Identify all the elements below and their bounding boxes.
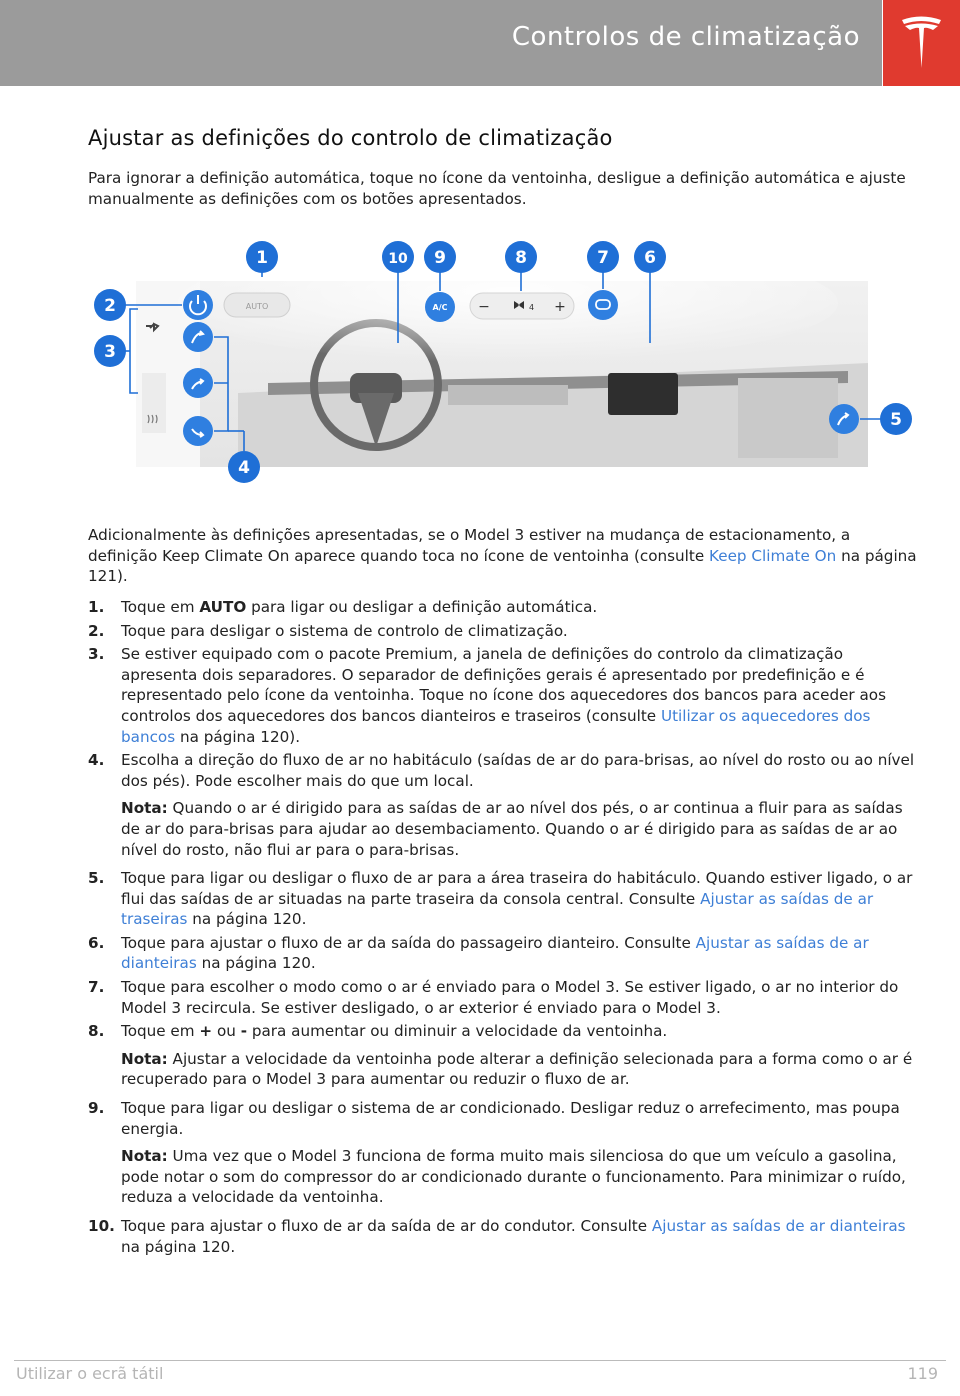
list-item [88, 1021, 918, 1042]
item-number: 10. [88, 1217, 115, 1235]
fan-speed-control[interactable] [470, 293, 574, 319]
airflow-feet-button[interactable] [183, 416, 213, 446]
seat-heater-tab [142, 373, 166, 433]
intro-paragraph: Para ignorar a definição automática, toque no ícone da ventoinha, desligue a definição automática e ajuste manualmente as definições com os botões apresentados. [88, 169, 906, 208]
list-item [88, 977, 918, 1018]
numbered-list [88, 597, 918, 1257]
note-compressor [121, 1146, 918, 1208]
note-text: Ajustar a velocidade da ventoinha pode alterar a definição selecionada para a forma como o ar é recuperado para o Model 3 para aumentar ou reduzir o fluxo de ar. [121, 1049, 913, 1089]
svg-text:4: 4 [238, 458, 250, 479]
tesla-logo-icon [899, 14, 944, 72]
item-text: Toque para ajustar o fluxo de ar da saída de ar do condutor. Consulte Ajustar as saídas de ar dianteiras na página 120. [121, 1217, 906, 1256]
paragraph-text: Adicionalmente às definições apresentadas, se o Model 3 estiver na mudança de estacionamento, a definição Keep Climate On aparece quando toca no ícone de ventoinha (consulte [88, 526, 851, 565]
brand-logo [883, 0, 960, 86]
item-text: Toque para ligar ou desligar o fluxo de ar para a área traseira do habitáculo. Quando estiver ligado, o ar flui das saídas de ar situadas na parte traseira da consola central. Consulte Ajustar as saídas de ar traseiras na página 120. [121, 869, 913, 929]
passenger-dash [738, 378, 838, 458]
item-text: Toque para ajustar o fluxo de ar da saída do passageiro dianteiro. Consulte Ajustar as saídas de ar dianteiras na página 120. [121, 933, 869, 973]
item-number: 7. [88, 978, 105, 997]
airflow-windshield-button[interactable] [183, 322, 213, 352]
item-number: 4. [88, 751, 105, 770]
callout-5 [880, 403, 912, 435]
callout-9 [424, 241, 456, 273]
list-item [88, 750, 918, 791]
power-button[interactable] [183, 290, 213, 320]
item-number: 2. [88, 621, 105, 640]
svg-text:5: 5 [890, 410, 902, 431]
item-number: 1. [88, 597, 105, 616]
fan-speed-value: 4 [529, 303, 535, 313]
link-keep-climate-on[interactable]: Keep Climate On [709, 546, 837, 565]
note-airflow [121, 798, 918, 860]
note-text: Uma vez que o Model 3 funciona de forma muito mais silenciosa do que um veículo a gasolina, pode notar o som do compressor do ar condicionado durante o funcionamento. Para minimizar o ruído, reduza a velocidade da ventoinha. [121, 1147, 906, 1207]
svg-text:7: 7 [597, 248, 609, 269]
svg-text:9: 9 [434, 248, 446, 269]
link-rear-vents[interactable]: Ajustar as saídas de ar traseiras [121, 889, 874, 929]
callout-4 [228, 451, 260, 483]
svg-text:10: 10 [388, 251, 408, 268]
item-number: 8. [88, 1022, 105, 1041]
climate-control-figure [88, 233, 918, 505]
item-text: Toque para desligar o sistema de controlo de climatização. [121, 621, 568, 640]
fan-increase-button[interactable]: + [554, 299, 566, 316]
recirculate-button[interactable] [588, 290, 618, 320]
item-text: Escolha a direção do fluxo de ar no habitáculo (saídas de ar do para-brisas, ao nível do rosto ou ao nível dos pés). Pode escolher mais do que um local. [121, 751, 915, 790]
auto-button[interactable] [224, 293, 290, 317]
link-front-vents[interactable]: Ajustar as saídas de ar dianteiras [121, 933, 869, 973]
section-title: Ajustar as definições do controlo de climatização [88, 126, 613, 150]
item-number: 9. [88, 1099, 105, 1118]
note-text: Quando o ar é dirigido para as saídas de ar ao nível dos pés, o ar continua a fluir para as saídas de ar do para-brisas para ajudar ao desembaciamento. Quando o ar é dirigido para as saídas de ar ao nível do rosto, não flui ar para o para-brisas. [121, 799, 903, 859]
svg-text:2: 2 [104, 296, 116, 317]
callout-6 [634, 241, 666, 273]
paragraph-text: na página 121). [88, 546, 917, 586]
item-text: Toque em + ou - para aumentar ou diminuir a velocidade da ventoinha. [121, 1022, 668, 1041]
callout-3 [94, 335, 126, 367]
item-number: 3. [88, 645, 105, 664]
ac-button[interactable] [425, 292, 455, 322]
plus-bold: + [199, 1022, 213, 1041]
item-text: Toque em AUTO para ligar ou desligar a definição automática. [121, 597, 598, 616]
ac-button-label: A/C [432, 303, 448, 313]
note-label: Nota: [121, 1147, 168, 1166]
page-number: 119 [907, 1364, 938, 1383]
fan-decrease-button[interactable]: − [478, 299, 490, 316]
list-item [88, 933, 918, 974]
list-item [88, 597, 918, 618]
page-header [0, 0, 882, 86]
airflow-face-button[interactable] [183, 368, 213, 398]
list-item [88, 644, 918, 747]
item-number: 6. [88, 933, 105, 952]
rear-airflow-button[interactable] [829, 404, 859, 434]
svg-text:3: 3 [104, 342, 116, 363]
callout-2 [94, 289, 126, 321]
main-content [88, 126, 918, 1260]
svg-text:6: 6 [644, 248, 656, 269]
callout-10 [382, 241, 414, 273]
note-fan-speed [121, 1049, 918, 1090]
dash-vent [448, 385, 568, 405]
svg-text:1: 1 [256, 248, 268, 269]
list-item [88, 621, 918, 642]
minus-bold: - [240, 1022, 248, 1041]
item-number: 5. [88, 869, 105, 888]
svg-text:8: 8 [515, 248, 527, 269]
callout-7 [587, 241, 619, 273]
list-item [88, 868, 918, 930]
auto-label-bold: AUTO [199, 597, 247, 616]
climate-screen-illustration [88, 233, 918, 505]
callout-1 [246, 241, 278, 273]
footer-section-title: Utilizar o ecrã tátil [16, 1364, 164, 1383]
center-display [608, 373, 678, 415]
header-title: Controlos de climatização [511, 22, 860, 52]
auto-button-label: AUTO [245, 302, 269, 312]
keep-climate-paragraph [88, 525, 918, 587]
note-label: Nota: [121, 1049, 168, 1068]
list-item [88, 1098, 918, 1139]
callout-8 [505, 241, 537, 273]
link-seat-heaters[interactable]: Utilizar os aquecedores dos bancos [121, 706, 871, 746]
link-front-vents-driver[interactable]: Ajustar as saídas de ar dianteiras [651, 1217, 906, 1235]
item-text: Toque para escolher o modo como o ar é enviado para o Model 3. Se estiver ligado, o ar no interior do Model 3 recircula. Se estiver desligado, o ar exterior é enviado para o Model 3. [121, 978, 899, 1017]
list-item [88, 1216, 918, 1257]
note-label: Nota: [121, 799, 168, 818]
item-text: Se estiver equipado com o pacote Premium, a janela de definições do controlo da climatização apresenta dois separadores. O separador de definições gerais é apresentado por predefinição e é representado pelo ícone da ventoinha. Toque no ícone dos aquecedores dos bancos para aceder aos controlos dos aquecedores dos bancos dianteiros e traseiros (consulte Utilizar os aquecedores dos bancos na página 120). [121, 645, 887, 746]
item-text: Toque para ligar ou desligar o sistema de ar condicionado. Desligar reduz o arrefecimento, mas poupa energia. [121, 1099, 900, 1138]
footer-divider [14, 1360, 946, 1361]
